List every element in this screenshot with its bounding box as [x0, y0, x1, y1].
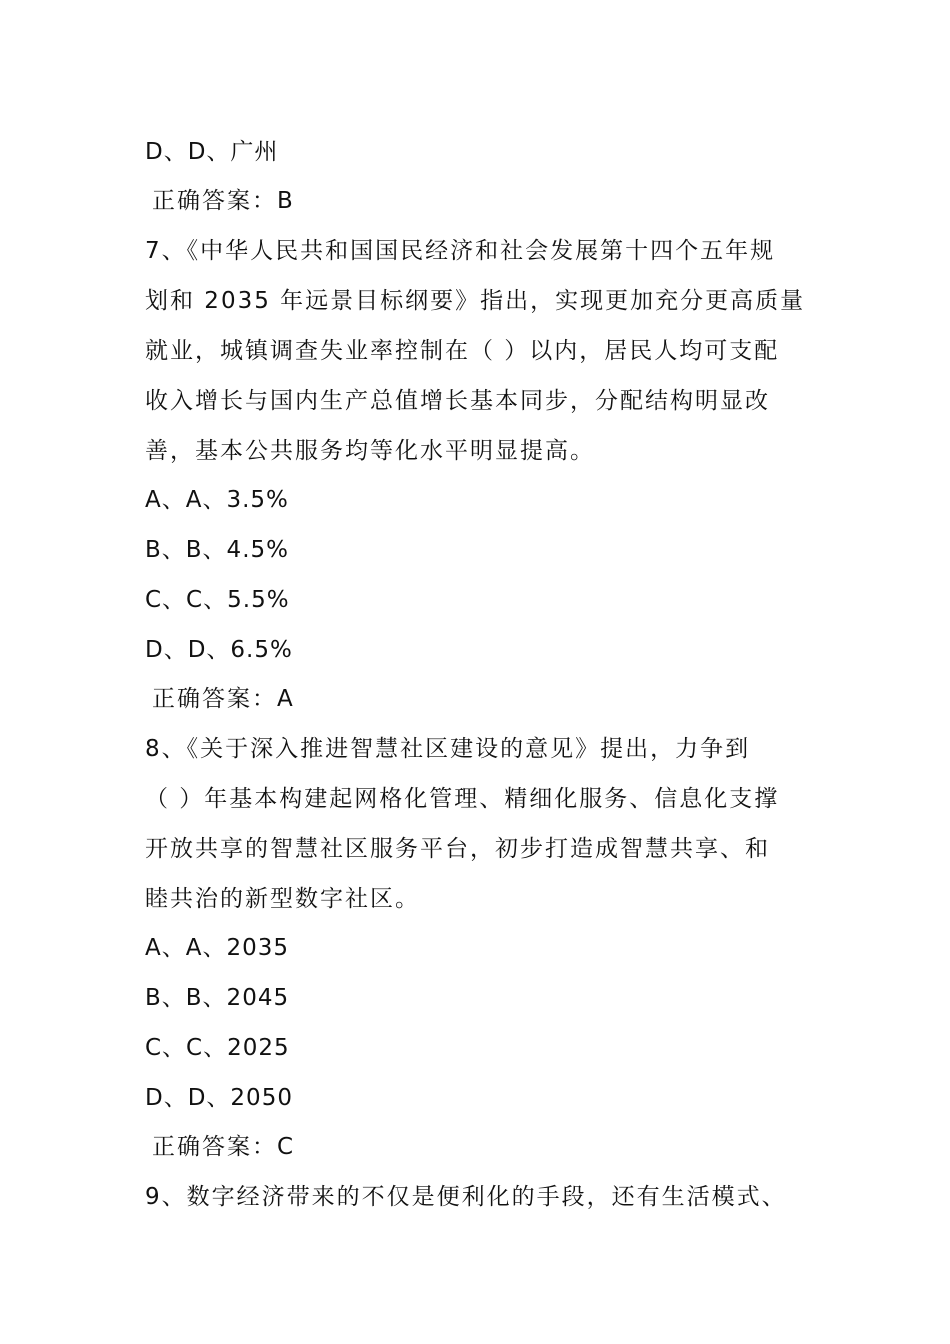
correct-answer: 正确答案：B	[152, 188, 295, 214]
option-line: A、A、3.5%	[145, 487, 289, 513]
question-line: 开放共享的智慧社区服务平台，初步打造成智慧共享、和	[145, 836, 770, 862]
option-line: D、D、6.5%	[145, 637, 293, 663]
question-line: 收入增长与国内生产总值增长基本同步，分配结构明显改	[145, 388, 770, 414]
question-line: 9、数字经济带来的不仅是便利化的手段，还有生活模式、	[145, 1184, 787, 1210]
option-line: C、C、2025	[145, 1035, 290, 1061]
option-line: C、C、5.5%	[145, 587, 290, 613]
question-line: 划和 2035 年远景目标纲要》指出，实现更加充分更高质量	[145, 288, 806, 314]
question-line: （ ）年基本构建起网格化管理、精细化服务、信息化支撑	[145, 786, 780, 812]
question-line: 7、《中华人民共和国国民经济和社会发展第十四个五年规	[145, 238, 776, 264]
question-line: 8、《关于深入推进智慧社区建设的意见》提出，力争到	[145, 736, 751, 762]
correct-answer: 正确答案：A	[152, 686, 295, 712]
option-line: D、D、广州	[145, 139, 279, 165]
option-line: D、D、2050	[145, 1085, 293, 1111]
option-line: B、B、2045	[145, 985, 290, 1011]
question-line: 善，基本公共服务均等化水平明显提高。	[145, 438, 595, 464]
question-line: 睦共治的新型数字社区。	[145, 886, 420, 912]
question-line: 就业，城镇调查失业率控制在（ ）以内，居民人均可支配	[145, 338, 780, 364]
correct-answer: 正确答案：C	[152, 1134, 296, 1160]
option-line: B、B、4.5%	[145, 537, 289, 563]
option-line: A、A、2035	[145, 935, 290, 961]
